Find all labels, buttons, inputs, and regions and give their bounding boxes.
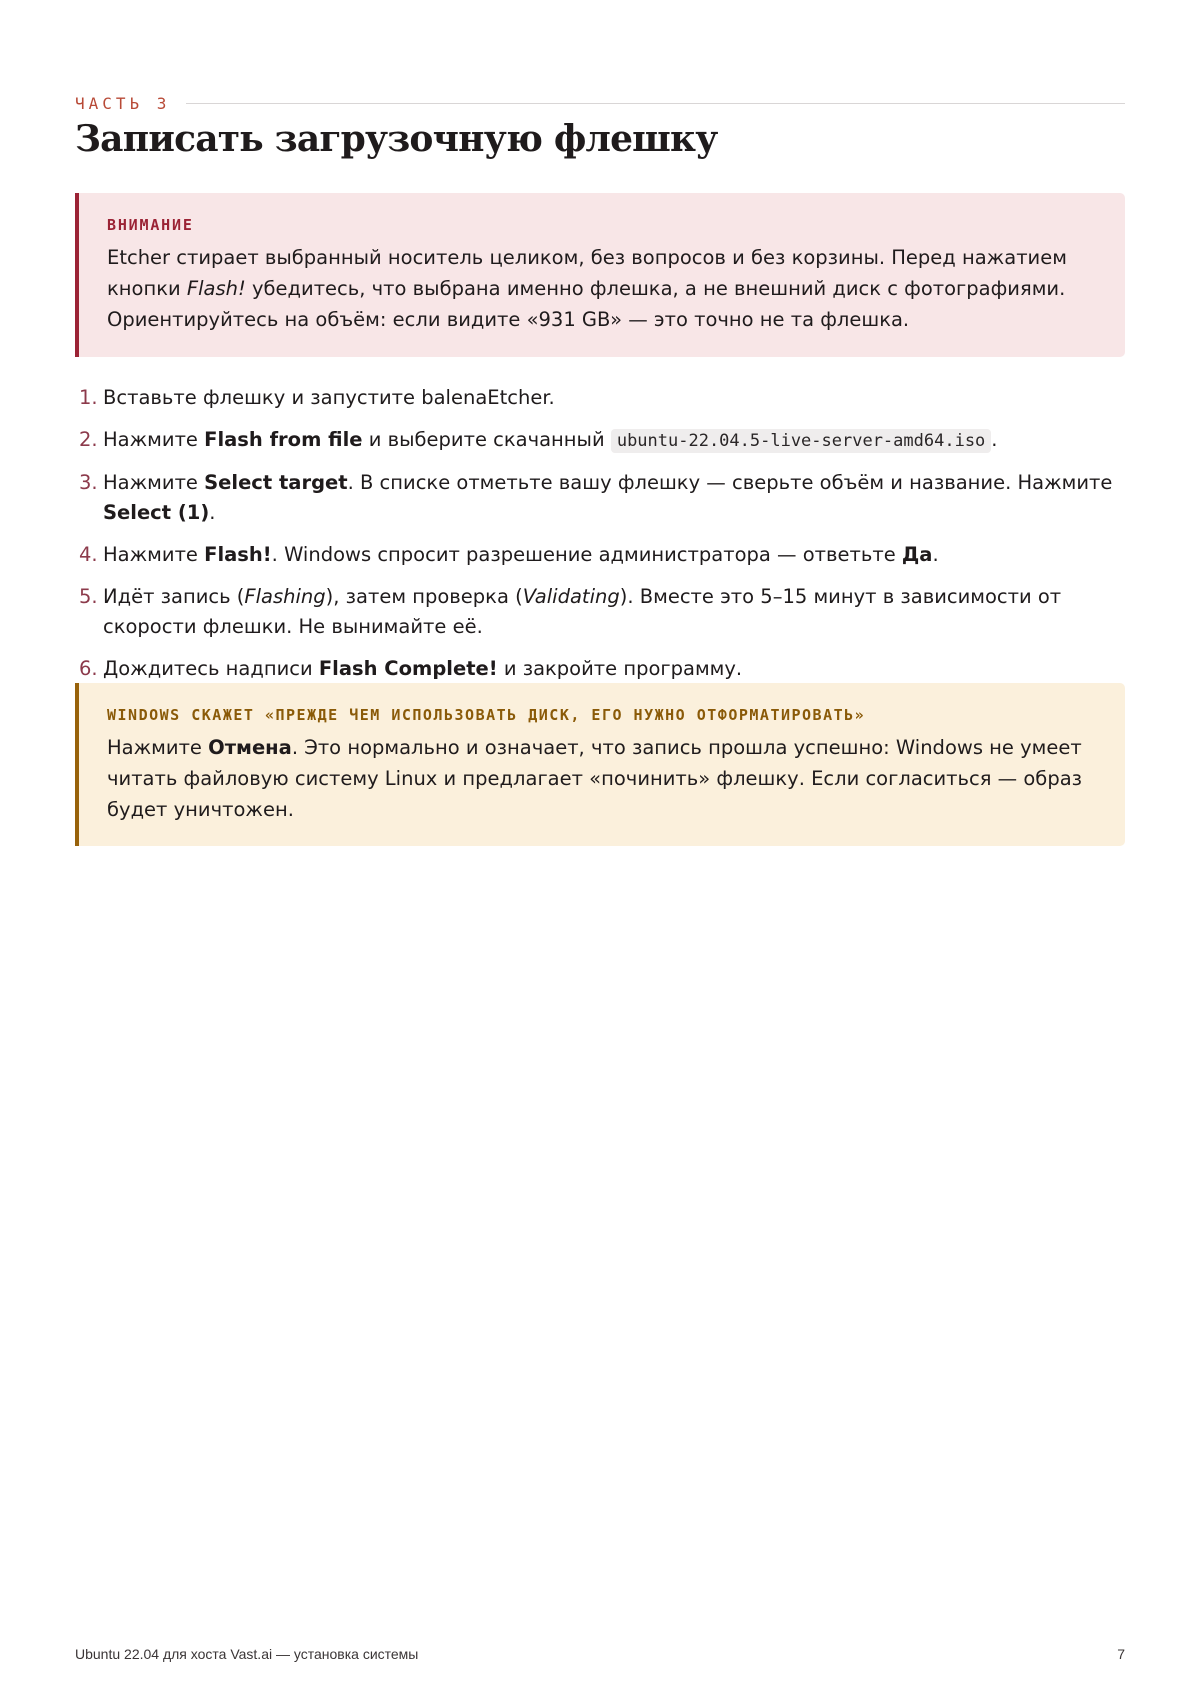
- step-text: ). Вместе это 5–15 минут в зависимости от скорости флешки. Не вынимайте её.: [103, 585, 1062, 638]
- step-number: 4.: [79, 543, 98, 566]
- footer-title: Ubuntu 22.04 для хоста Vast.ai — установка системы: [75, 1646, 419, 1662]
- step-text: Нажмите: [103, 543, 205, 566]
- iso-filename-code: ubuntu-22.04.5-live-server-amd64.iso: [611, 429, 991, 453]
- step-text: и закройте программу.: [497, 657, 743, 680]
- step-bold-term: Flash from file: [204, 428, 363, 451]
- warning-flash-term: Flash!: [186, 277, 246, 300]
- warning-callout: [75, 193, 1125, 357]
- steps-list: [75, 383, 1125, 696]
- warning-title: ВНИМАНИЕ: [107, 216, 194, 234]
- step-text: Идёт запись (: [103, 585, 245, 608]
- step-text: и выберите скачанный: [362, 428, 611, 451]
- step-text: ), затем проверка (: [325, 585, 523, 608]
- step-item: [75, 654, 1125, 684]
- step-text: . В списке отметьте вашу флешку — сверьте объём и название. Нажмите: [347, 471, 1113, 494]
- step-bold-term: Select target: [204, 471, 348, 494]
- warning-text: [107, 242, 1099, 335]
- step-item: [75, 582, 1125, 642]
- step-bold-term: Flash Complete!: [318, 657, 498, 680]
- step-item: [75, 425, 1125, 456]
- step-number: 3.: [79, 471, 98, 494]
- step-number: 6.: [79, 657, 98, 680]
- step-text: Дождитесь надписи: [103, 657, 319, 680]
- step-text: Нажмите: [103, 471, 205, 494]
- warning-text-part: убедитесь, что выбрана именно флешка, а не внешний диск с фотографиями. Ориентируйтесь на объём: если видите «931 GB» — это точно не та флешка.: [107, 277, 1066, 331]
- page-footer: [75, 1646, 1125, 1662]
- note-title: WINDOWS СКАЖЕТ «ПРЕЖДЕ ЧЕМ ИСПОЛЬЗОВАТЬ ДИСК, ЕГО НУЖНО ОТФОРМАТИРОВАТЬ»: [107, 706, 866, 724]
- section-header: [75, 91, 1125, 115]
- step-text: . Windows спросит разрешение администратора — ответьте: [271, 543, 902, 566]
- step-text: Нажмите: [103, 428, 205, 451]
- step-text: Вставьте флешку и запустите balenaEtcher.: [103, 386, 555, 409]
- step-text: .: [932, 543, 939, 566]
- step-bold-term: Да: [901, 543, 933, 566]
- step-italic-term: Validating: [522, 585, 620, 608]
- step-italic-term: Flashing: [244, 585, 326, 608]
- step-number: 5.: [79, 585, 98, 608]
- warning-text-part: Etcher стирает выбранный носитель целиком, без вопросов и без корзины. Перед нажатием кнопки: [107, 246, 1067, 300]
- note-text-part: Нажмите: [107, 736, 209, 759]
- note-bold-term: Отмена: [208, 736, 292, 759]
- page-title: Записать загрузочную флешку: [75, 118, 718, 160]
- step-item: [75, 468, 1125, 528]
- step-bold-term: Select (1): [103, 501, 210, 524]
- section-label: ЧАСТЬ 3: [75, 93, 171, 113]
- step-item: [75, 383, 1125, 413]
- step-number: 2.: [79, 428, 98, 451]
- document-page: [75, 0, 1125, 1686]
- note-text-part: . Это нормально и означает, что запись прошла успешно: Windows не умеет читать файловую систему Linux и предлагает «починить» флешку. Если согласиться — образ будет уничтожен.: [107, 736, 1083, 821]
- section-divider: [186, 103, 1125, 104]
- step-number: 1.: [79, 386, 98, 409]
- step-bold-term: Flash!: [204, 543, 272, 566]
- note-callout: [75, 683, 1125, 846]
- step-item: [75, 540, 1125, 570]
- step-text: .: [209, 501, 216, 524]
- step-text: .: [991, 428, 998, 451]
- note-text: [107, 732, 1099, 825]
- page-number: 7: [1117, 1646, 1125, 1662]
